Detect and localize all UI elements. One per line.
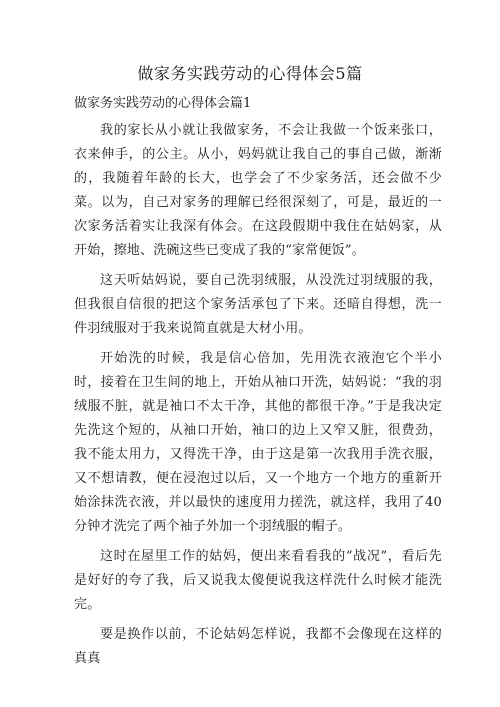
paragraph: 要是换作以前，不论姑妈怎样说，我都不会像现在这样的真真 (74, 627, 442, 666)
paragraph: 这时在屋里工作的姑妈，便出来看看我的“战况”，看后先是好好的夸了我，后又说我太傻便说我这样洗什么时候才能洗完。 (74, 549, 442, 612)
document-title: 做家务实践劳动的心得体会5篇 (137, 64, 363, 83)
paragraph: 这天听姑妈说，要自己洗羽绒服，从没洗过羽绒服的我，但我很自信很的把这个家务活承包了下来。还暗自得想，洗一件羽绒服对于我来说简直就是大材小用。 (74, 273, 442, 336)
paragraph: 我的家长从小就让我做家务，不会让我做一个饭来张口，衣来伸手，的公主。从小，妈妈就让我自己的事自己做，渐渐的，我随着年龄的长大，也学会了不少家务活，还会做不少菜。以为，自己对家务的理解已经很深刻了，可是，最近的一次家务活着实让我深有体会。在这段假期中我住在姑妈家，从开始，擦地、洗碗这些已变成了我的“家常便饭”。 (74, 123, 442, 258)
document-body (74, 119, 442, 677)
section-heading: 做家务实践劳动的心得体会篇1 (74, 96, 252, 111)
paragraph: 开始洗的时候，我是信心倍加，先用洗衣液泡它个半小时，接着在卫生间的地上，开始从袖口开洗，姑妈说：“我的羽绒服不脏，就是袖口不太干净，其他的都很干净。”于是我决定先洗这个短的，从袖口开始，袖口的边上又窄又脏，很费劲，我不能太用力，又得洗干净，由于这是第一次我用手洗衣服，又不想请教，便在浸泡过以后，又一个地方一个地方的重新开始涂抹洗衣液，并以最快的速度用力搓洗，就这样，我用了40分钟才洗完了两个袖子外加一个羽绒服的帽子。 (74, 351, 442, 534)
